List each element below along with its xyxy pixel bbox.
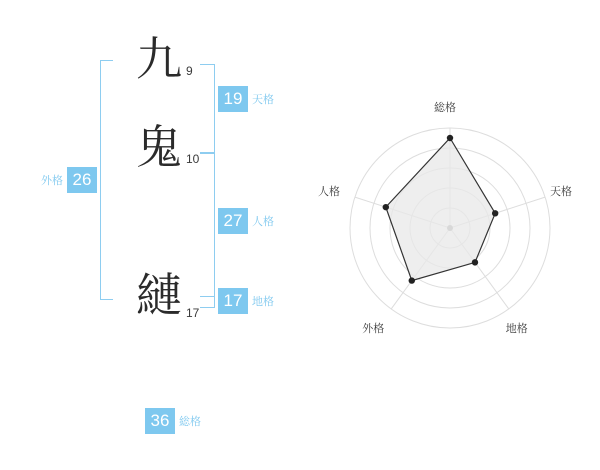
radar-axis-label-chikaku: 地格 [505, 322, 528, 335]
jinkaku-bracket [200, 152, 215, 308]
gaikaku-bracket [100, 60, 113, 300]
jinkaku-value: 27 [218, 208, 248, 234]
soukaku-chip [145, 408, 201, 434]
name-character-1: 九 [136, 32, 182, 86]
radar-chart [300, 110, 600, 370]
chikaku-bracket [200, 296, 214, 297]
tenkaku-bracket [200, 64, 215, 154]
tenkaku-chip [218, 86, 274, 112]
radar-axis-label-tenkaku: 天格 [550, 186, 573, 199]
stroke-count-2: 10 [186, 152, 200, 166]
stroke-count-1: 9 [186, 64, 193, 78]
soukaku-label: 総格 [179, 416, 201, 428]
jinkaku-chip [218, 208, 274, 234]
soukaku-value: 36 [145, 408, 175, 434]
radar-axis-label-soukaku: 総格 [434, 102, 456, 114]
tenkaku-label: 天格 [252, 94, 274, 106]
stroke-count-3: 17 [186, 306, 200, 320]
chikaku-value: 17 [218, 288, 248, 314]
name-character-2: 鬼 [136, 120, 182, 174]
gaikaku-label: 外格 [41, 175, 63, 187]
gaikaku-chip [41, 167, 97, 193]
chikaku-chip [218, 288, 274, 314]
name-character-3: 縺 [136, 268, 182, 322]
chikaku-label: 地格 [252, 296, 274, 308]
jinkaku-label: 人格 [252, 216, 274, 228]
radar-axis-label-jinkaku: 人格 [317, 186, 340, 199]
radar-axis-label-gaikaku: 外格 [362, 322, 385, 335]
radar-chart-panel [300, 102, 600, 370]
gaikaku-value: 26 [67, 167, 97, 193]
tenkaku-value: 19 [218, 86, 248, 112]
